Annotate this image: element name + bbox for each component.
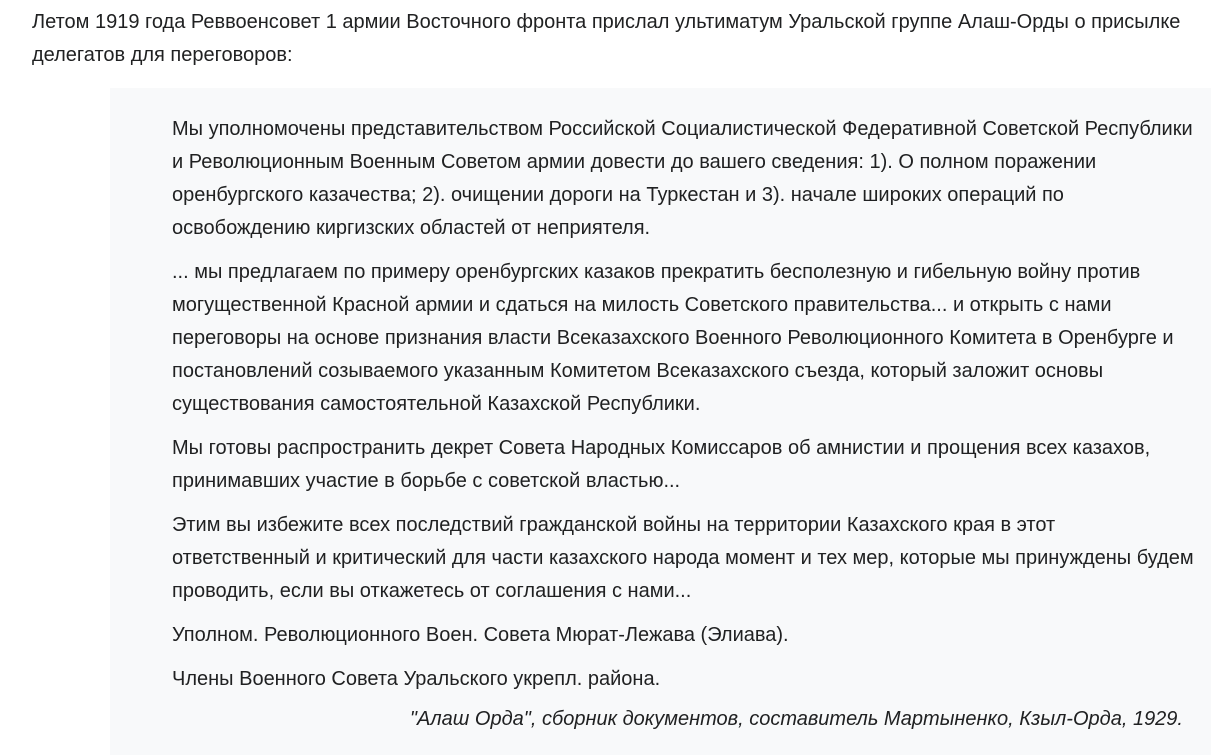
quote-paragraph-2: ... мы предлагаем по примеру оренбургских казаков прекратить бесполезную и гибельную войну против могущественной Красной армии и сдаться на милость Советского правительства... и открыть с нами переговоры на основе признания власти Всеказахского Военного Революционного Комитета в Оренбурге и постановлений созываемого указанным Комитетом Всеказахского съезда, который заложит основы существования самостоятельной Казахской Республики. [172, 261, 1174, 415]
quote-members-line: Члены Военного Совета Уральского укрепл. района. [172, 668, 661, 690]
quote-paragraph-1: Мы уполномочены представительством Российской Социалистической Федеративной Советской Республики и Революционным Военным Советом армии довести до вашего сведения: 1). О полном поражении оренбургского казачества; 2). очищении дороги на Туркестан и 3). начале широких операций по освобождению киргизских областей от неприятеля. [172, 118, 1193, 239]
quote-signature: Уполном. Революционного Воен. Совета Мюрат-Лежава (Элиава). [172, 624, 789, 646]
blockquote [110, 88, 1211, 755]
intro-paragraph: Летом 1919 года Реввоенсовет 1 армии Восточного фронта прислал ультиматум Уральской группе Алаш-Орды о присылке делегатов для переговоров: [32, 11, 1181, 66]
quote-citation: "Алаш Орда", сборник документов, составитель Мартыненко, Кзыл-Орда, 1929. [409, 708, 1183, 730]
quote-paragraph-3: Мы готовы распространить декрет Совета Народных Комиссаров об амнистии и прощения всех казахов, принимавших участие в борьбе с советской властью... [172, 437, 1151, 492]
quote-paragraph-4: Этим вы избежите всех последствий гражданской войны на территории Казахского края в этот ответственный и критический для части казахского народа момент и тех мер, которые мы принуждены будем проводить, если вы откажетесь от соглашения с нами... [172, 514, 1194, 602]
blockquote-text [172, 113, 1197, 707]
